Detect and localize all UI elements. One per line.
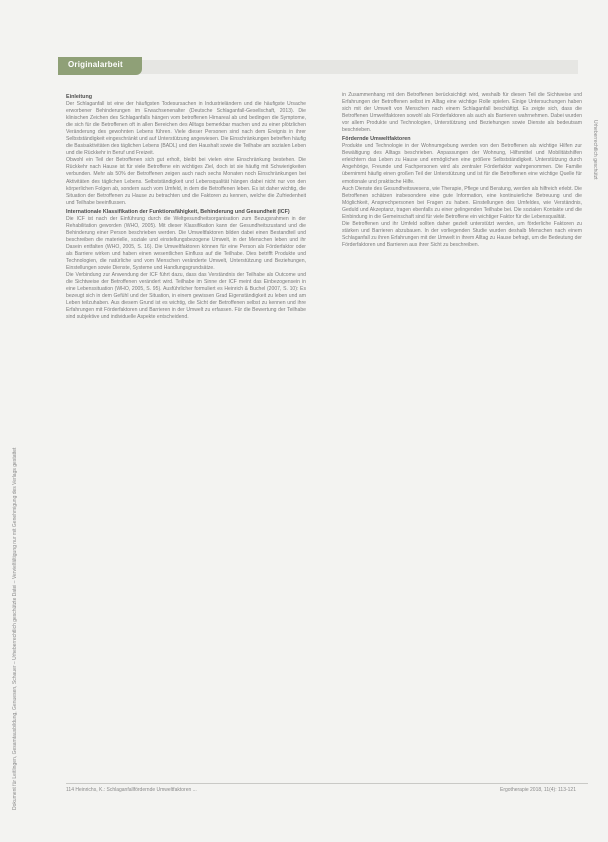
paragraph: Die ICF ist nach der Einführung durch die Weltgesundheitsorganisation zum Bezugsrahmen in der Rehabilitation geworden (WHO, 2005). Mit dieser Klassifikation kann der Gesundheitszustand und die Behinderung einer Person beschrieben werden. Die Umweltfaktoren bilden dabei einen Bestandteil und beschreiben die materielle, soziale und einstellungsbezogene Umwelt, in der Menschen leben und ihr Dasein entfalten (WHO, 2005, S. 16). Die Umweltfaktoren können für eine Person als Förderfaktor oder als Barriere wirken und haben einen wesentlichen Einfluss auf die Teilhabe. Dies betrifft Produkte und Technologien, die natürliche und vom Menschen veränderte Umwelt, Unterstützung und Beziehungen, Einstellungen sowie Dienste, Systeme und Handlungsgrundsätze. (66, 215, 306, 272)
paragraph: in Zusammenhang mit den Betroffenen berücksichtigt wird, weshalb für diesen Teil die Sichtweise und Erfahrungen der Betroffenen selbst im Alltag eine wichtige Rolle spielen. Einige Untersuchungen haben sich mit der Umwelt von Menschen nach einem Schlaganfall beschäftigt. Es zeigte sich, dass die Betroffenen Umweltfaktoren sowohl als Förderfaktoren als auch als Barrieren wahrnehmen. Dabei wurden vor allem Produkte und Technologien, Unterstützung und Beziehungen sowie Dienste als bedeutsam beschrieben. (342, 92, 582, 134)
paragraph: Produkte und Technologie in der Wohnumgebung werden von den Betroffenen als wichtige Hilfen zur Bewältigung des Alltags beschrieben. Anpassungen der Wohnung, Hilfsmittel und Mobilitätshilfen erleichtern das Leben zu Hause und ermöglichen eine größere Selbstständigkeit. Unterstützung durch Angehörige, Freunde und Fachpersonen wird als zentraler Förderfaktor wahrgenommen. Die Familie übernimmt häufig einen großen Teil der Unterstützung und ist für die Betroffenen eine wichtige Quelle für emotionale und praktische Hilfe. (342, 143, 582, 185)
heading-promoting-factors: Fördernde Umweltfaktoren (342, 136, 411, 143)
paragraph: Die Betroffenen und ihr Umfeld sollten daher gezielt unterstützt werden, um förderliche Faktoren zu stärken und Barrieren abzubauen. In der vorliegenden Studie wurden deshalb Menschen nach einem Schlaganfall zu ihren Erfahrungen mit der Umwelt in ihrem Alltag zu Hause befragt, um die Bedeutung der Förderfaktoren und Barrieren aus ihrer Sicht zu beschreiben. (342, 220, 582, 248)
right-column (342, 92, 582, 249)
right-margin-note (590, 120, 598, 240)
left-column (66, 92, 306, 321)
footer-journal: Ergotherapie 2018, 11(4): 113-121 (500, 787, 576, 793)
side-note-text: Dokument für Leitlingen, Gesamtausbildung, Genuesen, Schauer – Urheberrechtlich geschützte Datei – Vervielfältigung nur mit Genehmigung des Verlags gestattet (12, 447, 18, 810)
heading-introduction: Einleitung (66, 94, 93, 100)
section-tab (58, 57, 142, 75)
paragraph: Die Verbindung zur Anwendung der ICF führt dazu, dass das Verständnis der Teilhabe als Outcome und die Sichtweise der Betroffenen verändert wird. Teilhabe im Sinne der ICF meint das Einbezogensein in eine Lebenssituation (WHO, 2005, S. 95). Ausführlicher formuliert es Heinrich & Buchel (2007, S. 10): Es bezeugt sich in dem Gefühl und der Situation, in einem gewissen Grad Eigenständigkeit zu leben und am Leben teilzuhaben. Aus diesem Grund ist es wichtig, die Sicht der Betroffenen selbst zu kennen und ihre Erfahrungen mit Förderfaktoren und Barrieren in der Umwelt zu erfassen. Für die Bewertung der Teilhabe sind subjektive und individuelle Aspekte entscheidend. (66, 272, 306, 321)
paragraph: Obwohl ein Teil der Betroffenen sich gut erholt, bleibt bei vielen eine Einschränkung bestehen. Die Rückkehr nach Hause ist für viele Betroffene ein wichtiges Ziel, doch ist sie häufig mit Schwierigkeiten verbunden. Mehr als 50% der Betroffenen zeigen auch nach sechs Monaten noch Einschränkungen bei Aktivitäten des täglichen Lebens. Selbstständigkeit und Lebensqualität hängen dabei nicht nur von den körperlichen Folgen ab, sondern auch vom Umfeld, in dem die Betroffenen leben. Es ist daher wichtig, die Situation der Betroffenen zu Hause zu betrachten und die Faktoren zu kennen, welche die Zufriedenheit und Teilhabe beeinflussen. (66, 157, 306, 206)
paragraph: Auch Dienste des Gesundheitswesens, wie Therapie, Pflege und Beratung, werden als hilfreich erlebt. Die Betroffenen schätzen insbesondere eine gute Information, eine kontinuierliche Betreuung und die Möglichkeit, Ansprechpersonen bei Fragen zu haben. Einstellungen des Umfeldes, wie Verständnis, Geduld und Akzeptanz, tragen ebenfalls zu einer gelingenden Teilhabe bei. Die sozialen Kontakte und die Einbindung in die Gemeinschaft sind für viele Betroffene ein wichtiger Faktor für die Lebensqualität. (342, 185, 582, 220)
side-copyright-note (12, 55, 22, 815)
paragraph: Der Schlaganfall ist eine der häufigsten Todesursachen in Industrieländern und die häufigste Ursache erworbener Behinderungen im Erwachsenenalter (Deutsche Schlaganfall-Gesellschaft, 2013). Die klinischen Zeichen des Schlaganfalls hängen vom betroffenen Hirnareal ab und bedingen die Symptome, die sich für die Betroffenen oft in allen Bereichen des Alltags bemerkbar machen und zu einer plötzlichen Veränderung des gewohnten Lebens führen. Viele dieser Personen sind nach dem Ereignis in ihrer Selbstständigkeit eingeschränkt und auf Unterstützung angewiesen. Die Einschränkungen betreffen häufig die Basisaktivitäten des täglichen Lebens (BADL) und den Haushalt sowie die Teilhabe am sozialen Leben und die Rückkehr in Beruf und Freizeit. (66, 101, 306, 157)
heading-icf: Internationale Klassifikation der Funktionsfähigkeit, Behinderung und Gesundheit (ICF) (66, 208, 290, 215)
footer-citation: 114 Heinrichs, K.: Schlaganfallfördernde Umweltfaktoren ... (66, 787, 197, 793)
section-label: Originalarbeit (68, 60, 123, 69)
footer-rule (66, 783, 588, 784)
right-note-text: Urheberrechtlich geschützt (592, 120, 598, 180)
